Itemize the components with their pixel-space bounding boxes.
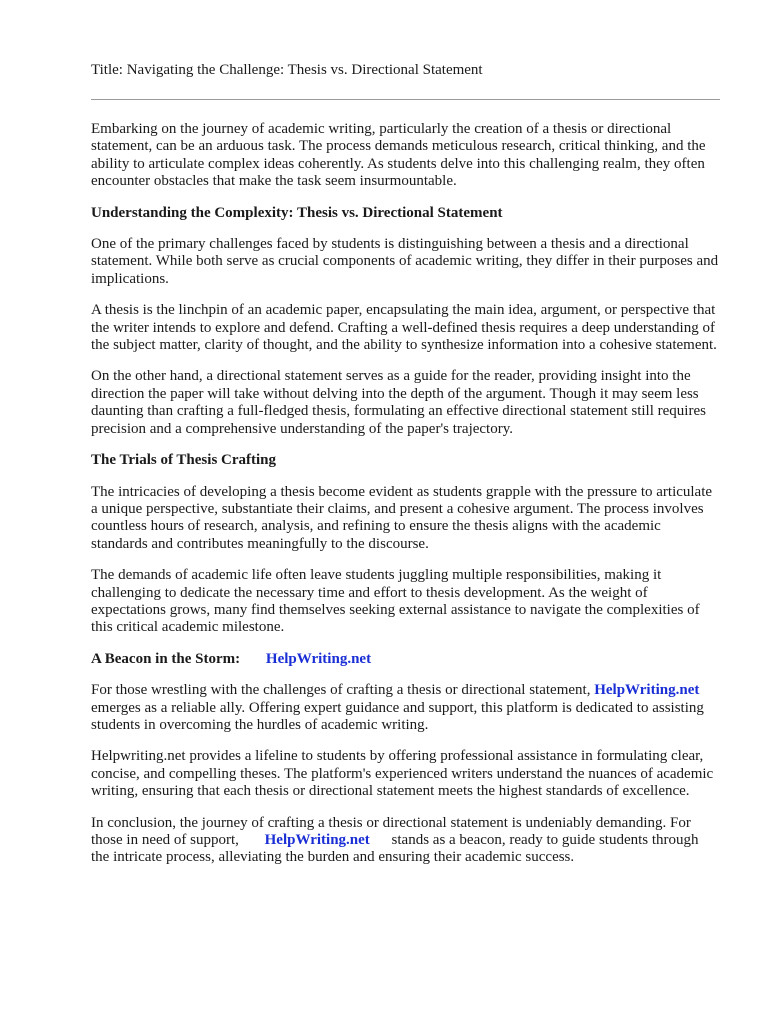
paragraph-thesis-definition: A thesis is the linchpin of an academic paper, encapsulating the main idea, argument, or perspective that the writer intends to explore and defend. Crafting a well-defined thesis requires a deep understanding of the subject matter, clarity of thought, and the ability to synthesize information into a cohesive statement. xyxy=(91,302,717,354)
document-body xyxy=(91,121,720,867)
helpwriting-conclusion-link[interactable]: HelpWriting.net xyxy=(264,832,370,848)
paragraph-intricacies: The intricacies of developing a thesis become evident as students grapple with the pressure to articulate a unique perspective, substantiate their claims, and present a cohesive argument. The process involves countless hours of research, analysis, and refining to ensure the thesis aligns with the academic standards and contributes meaningfully to the discourse. xyxy=(91,483,713,552)
paragraph-reliable-ally xyxy=(91,682,720,734)
section-heading-beacon xyxy=(91,651,720,668)
document-title: Title: Navigating the Challenge: Thesis vs. Directional Statement xyxy=(91,62,483,78)
helpwriting-inline-link[interactable]: HelpWriting.net xyxy=(594,682,700,699)
paragraph-challenges: One of the primary challenges faced by students is distinguishing between a thesis and a directional statement. While both serve as crucial components of academic writing, they differ in their purposes and implications. xyxy=(91,236,719,287)
paragraph-reliable-ally-tail: emerges as a reliable ally. Offering expert guidance and support, this platform is dedicated to assisting students in overcoming the hurdles of academic writing. xyxy=(91,699,704,733)
helpwriting-heading-link[interactable]: HelpWriting.net xyxy=(265,650,372,667)
title-divider xyxy=(91,99,720,100)
section-heading-complexity: Understanding the Complexity: Thesis vs. Directional Statement xyxy=(91,204,503,221)
paragraph-reliable-ally-lead: For those wrestling with the challenges of crafting a thesis or directional statement, xyxy=(91,682,591,699)
paragraph-lifeline: Helpwriting.net provides a lifeline to students by offering professional assistance in formulating clear, concise, and compelling theses. The platform's experienced writers understand the nuances of academic writing, ensuring that each thesis or directional statement meets the highest standards of excellence. xyxy=(91,748,714,800)
paragraph-conclusion-lead: In conclusion, the journey of crafting a thesis or directional statement is undeniably demanding. For those in need of support, xyxy=(91,814,691,848)
heading-beacon-text: A Beacon in the Storm: xyxy=(91,650,241,667)
paragraph-directional-statement: On the other hand, a directional statement serves as a guide for the reader, providing insight into the direction the paper will take without delving into the depth of the argument. Though it may seem less daunting than crafting a full-fledged thesis, formulating an effective directional statement still requires precision and a comprehensive understanding of the paper's trajectory. xyxy=(91,368,706,437)
paragraph-conclusion-tail: stands as a beacon, ready to guide students through the intricate process, alleviating the burden and ensuring their academic success. xyxy=(91,832,699,866)
paragraph-conclusion xyxy=(91,815,720,867)
paragraph-demands: The demands of academic life often leave students juggling multiple responsibilities, making it challenging to dedicate the necessary time and effort to thesis development. As the weight of expectations grows, many find themselves seeking external assistance to navigate the complexities of this critical academic milestone. xyxy=(91,567,700,636)
section-heading-trials: The Trials of Thesis Crafting xyxy=(91,452,277,469)
intro-paragraph: Embarking on the journey of academic writing, particularly the creation of a thesis or directional statement, can be an arduous task. The process demands meticulous research, critical thinking, and the ability to articulate complex ideas coherently. As students delve into this challenging realm, they often encounter obstacles that make the task seem insurmountable. xyxy=(91,121,706,190)
